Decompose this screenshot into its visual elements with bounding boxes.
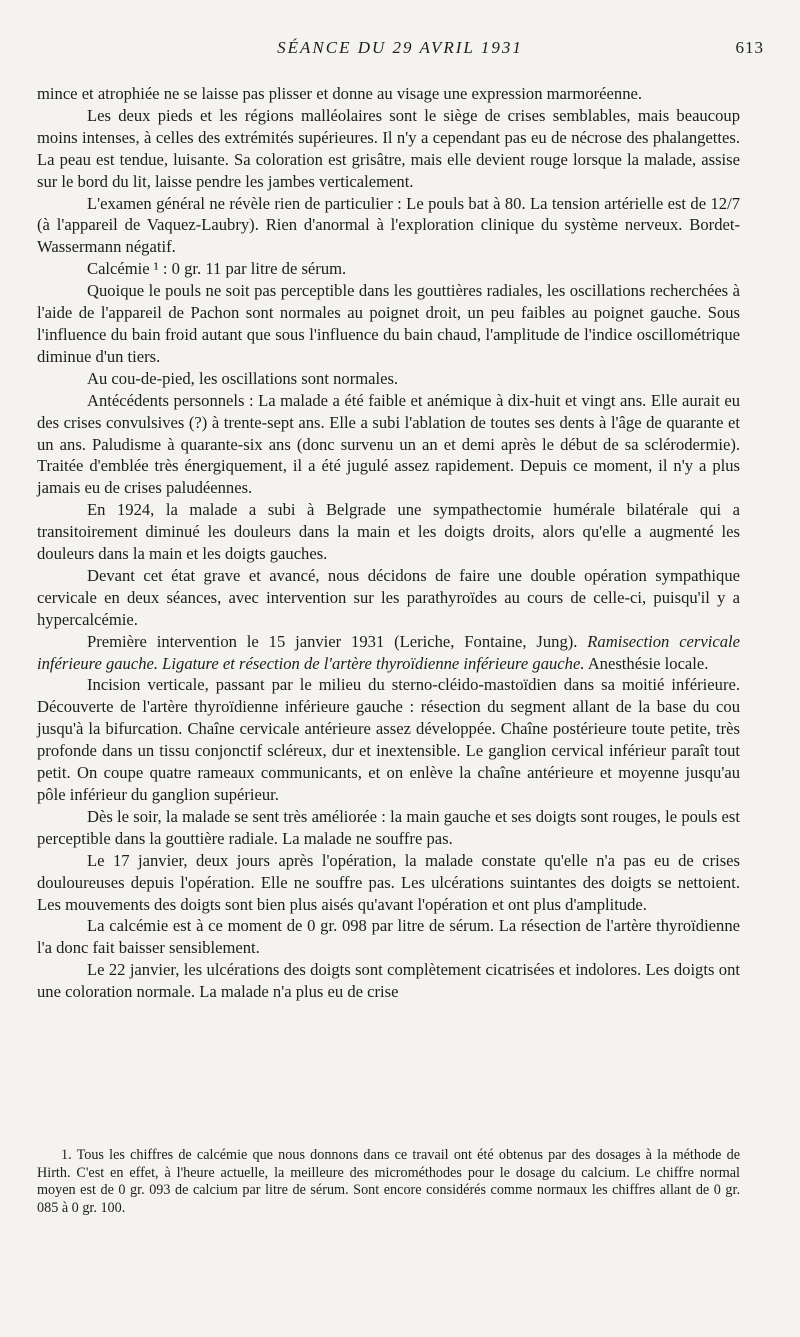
paragraph-text: Incision verticale, passant par le milieu du sterno-cléido-mastoïdien dans sa moitié inférieure. Découverte de l'artère thyroïdienne inférieure gauche : résection du segment allant de la base du cou jusqu'à la bifurcation. Chaîne cervicale antérieure assez développée. Chaîne postérieure toute petite, très profonde dans un tissu conjonctif scléreux, dur et inextensible. Le ganglion cervical inférieur paraît tout petit. On coupe quatre rameaux communicants, et on enlève la chaîne antérieure et moyenne jusqu'au pôle inférieur du ganglion supérieur. — [37, 675, 740, 804]
paragraph — [37, 258, 740, 280]
paragraph — [37, 368, 740, 390]
page-number: 613 — [735, 38, 764, 57]
paragraph — [37, 959, 740, 1003]
footnote: 1. Tous les chiffres de calcémie que nous donnons dans ce travail ont été obtenus par des dosages à la méthode de Hirth. C'est en effet, à l'heure actuelle, la meilleure des microméthodes pour le dosage du calcium. Le chiffre normal moyen est de 0 gr. 093 de calcium par litre de sérum. Sont encore considérés comme normaux les chiffres allant de 0 gr. 085 à 0 gr. 100. — [37, 1147, 740, 1216]
paragraph-text: Première intervention le 15 janvier 1931 (Leriche, Fontaine, Jung). — [87, 631, 578, 651]
paragraph-text: Dès le soir, la malade se sent très améliorée : la main gauche et ses doigts sont rouges, le pouls est perceptible dans la gouttière radiale. La malade ne souffre pas. — [37, 806, 740, 848]
paragraph — [37, 674, 740, 805]
italic-text: Ramisection cervicale inférieure gauche. Ligature et résection de l'artère thyroïdienne inférieure gauche. — [37, 631, 740, 673]
paragraph — [37, 565, 740, 631]
paragraph-text: Quoique le pouls ne soit pas perceptible dans les gouttières radiales, les oscillations recherchées à l'aide de l'appareil de Pachon sont normales au poignet droit, un peu faibles au poignet gauche. Sous l'influence du bain froid autant que sous l'influence du bain chaud, l'amplitude de l'indice oscillométrique diminue d'un tiers. — [37, 281, 740, 366]
paragraph-text: L'examen général ne révèle rien de particulier : Le pouls bat à 80. La tension artérielle est de 12/7 (à l'appareil de Vaquez-Laubry). Rien d'anormal à l'exploration clinique du système nerveux. Bordet-Wassermann négatif. — [37, 193, 740, 257]
running-title: SÉANCE DU 29 AVRIL 1931 — [277, 38, 523, 57]
footnotes — [37, 1147, 740, 1217]
paragraph — [37, 806, 740, 850]
paragraph-text: Le 22 janvier, les ulcérations des doigts sont complètement cicatrisées et indolores. Les doigts ont une coloration normale. La malade n'a plus eu de crise — [37, 960, 740, 1002]
paragraph-text: Le 17 janvier, deux jours après l'opération, la malade constate qu'elle n'a pas eu de crises douloureuses depuis l'opération. Elle ne souffre pas. Les ulcérations suintantes des doigts se nettoient. Les mouvements des doigts sont bien plus aisés qu'avant l'opération et ont plus d'amplitude. — [37, 850, 740, 914]
body-text — [37, 83, 740, 1003]
paragraph — [37, 390, 740, 500]
paragraph-text: En 1924, la malade a subi à Belgrade une sympathectomie humérale bilatérale qui a transitoirement diminué les douleurs dans la main et les doigts droits, alors qu'elle a augmenté les douleurs dans la main et les doigts gauches. — [37, 500, 740, 564]
paragraph-text: Au cou-de-pied, les oscillations sont normales. — [87, 368, 399, 388]
paragraph-text: Calcémie ¹ : 0 gr. 11 par litre de sérum. — [87, 259, 347, 279]
paragraph-text: Antécédents personnels : La malade a été faible et anémique à dix-huit et vingt ans. Elle aurait eu des crises convulsives (?) à trente-sept ans. Elle a subi l'ablation de toutes ses dents à l'âge de quarante et un ans. Paludisme à quarante-six ans (donc survenu un an et demi après le début de sa sclérodermie). Traitée d'emblée très énergiquement, il a été jugulé assez rapidement. Depuis ce moment, il n'y a plus jamais eu de crises paludéennes. — [37, 390, 740, 498]
running-header — [36, 38, 764, 62]
paragraph — [37, 280, 740, 368]
paragraph — [37, 499, 740, 565]
paragraph — [37, 915, 740, 959]
paragraph-text-after: Anesthésie locale. — [584, 653, 709, 673]
paragraph-text: La calcémie est à ce moment de 0 gr. 098 par litre de sérum. La résection de l'artère thyroïdienne l'a donc fait baisser sensiblement. — [37, 916, 740, 958]
paragraph — [37, 850, 740, 916]
paragraph-text: mince et atrophiée ne se laisse pas plisser et donne au visage une expression marmoréenne. — [37, 84, 642, 103]
paragraph — [37, 105, 740, 193]
paragraph — [37, 631, 740, 675]
paragraph — [37, 83, 740, 105]
paragraph — [37, 193, 740, 259]
paragraph-text: Devant cet état grave et avancé, nous décidons de faire une double opération sympathique cervicale en deux séances, avec intervention sur les parathyroïdes au cours de celle-ci, puisqu'il y a hypercalcémie. — [37, 565, 740, 629]
paragraph-text: Les deux pieds et les régions malléolaires sont le siège de crises semblables, mais beaucoup moins intenses, à celles des extrémités supérieures. Il n'y a cependant pas eu de nécrose des phalangettes. La peau est tendue, luisante. Sa coloration est grisâtre, mais elle devient rouge lorsque la malade, assise sur le bord du lit, laisse pendre les jambes verticalement. — [37, 105, 740, 191]
